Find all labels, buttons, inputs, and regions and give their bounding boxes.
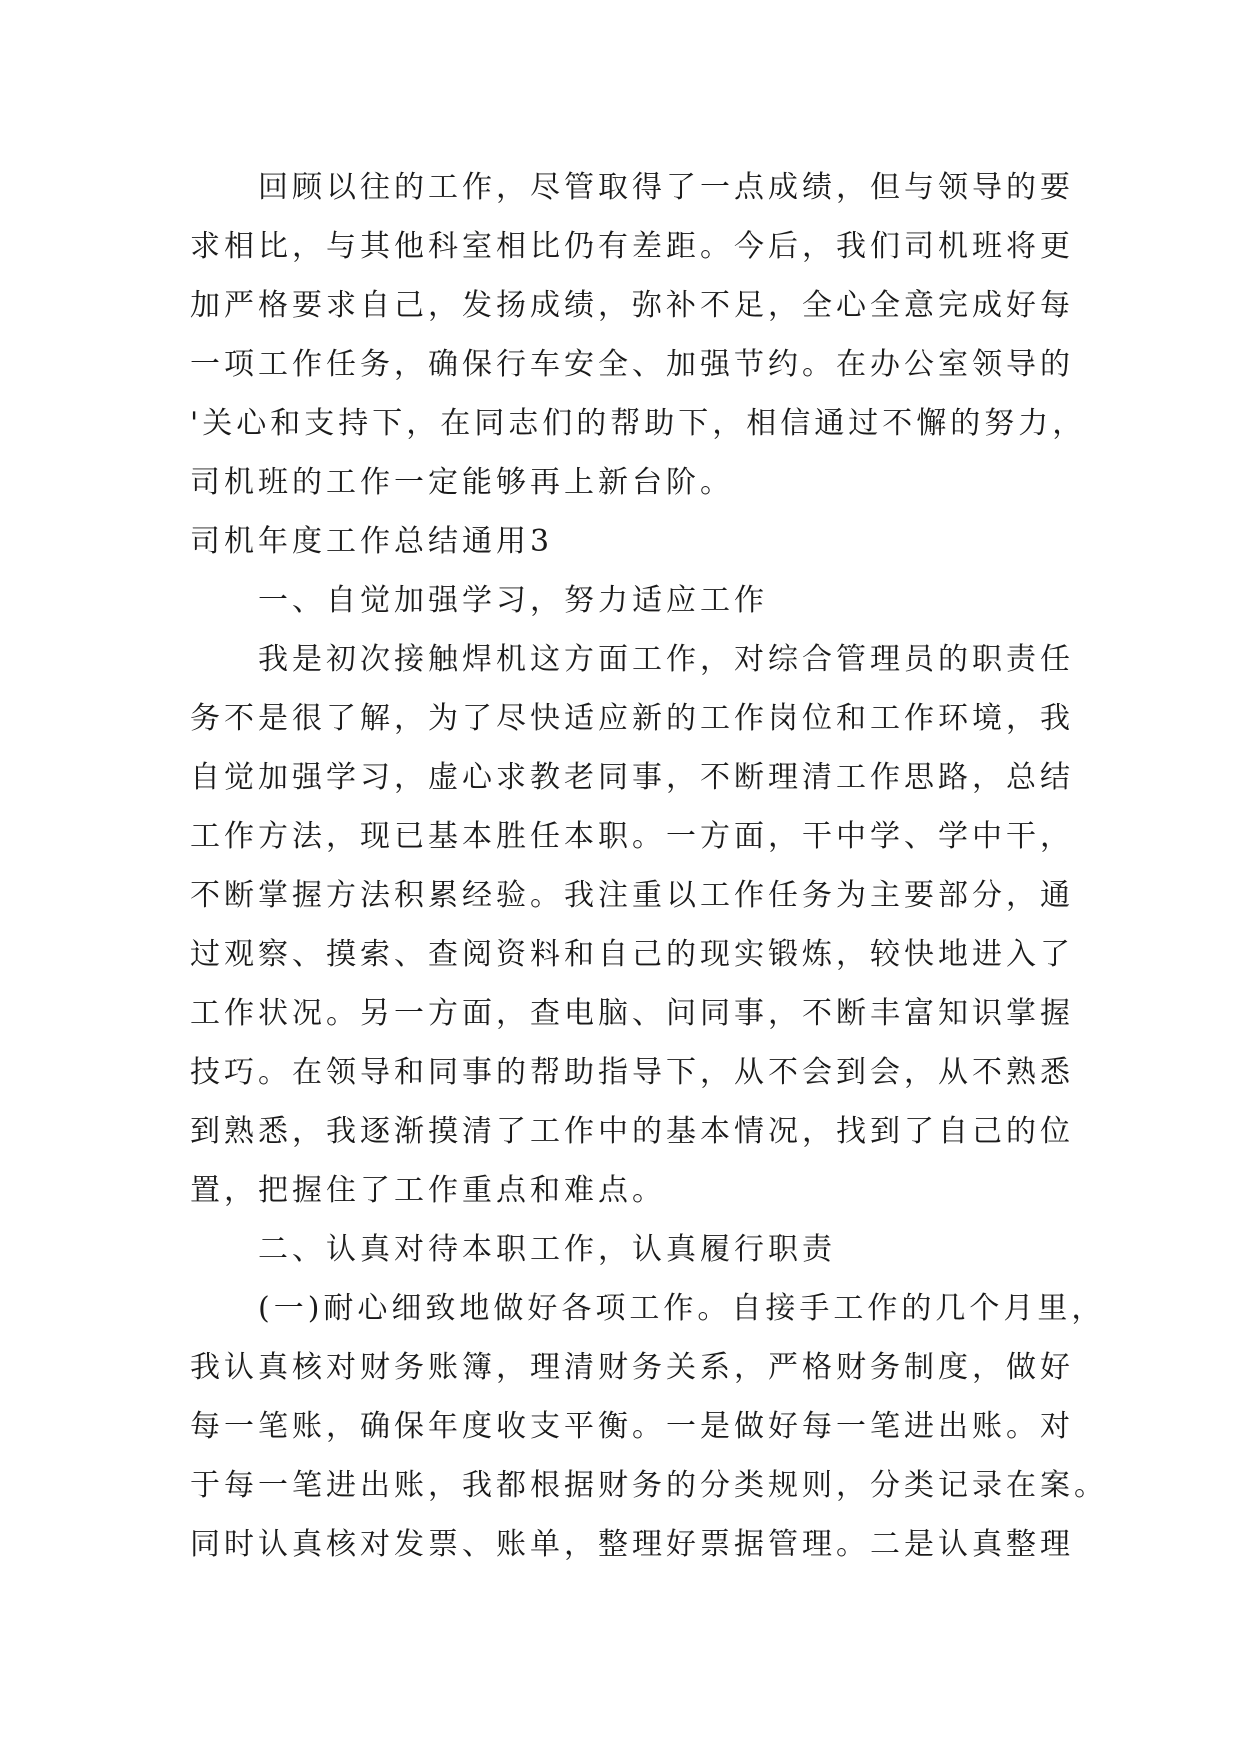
text-line: 不断掌握方法积累经验。我注重以工作任务为主要部分，通 bbox=[190, 878, 1074, 913]
text-line: 工作方法，现已基本胜任本职。一方面，干中学、学中干， bbox=[190, 819, 1074, 854]
text-line: 我认真核对财务账簿，理清财务关系，严格财务制度，做好 bbox=[190, 1350, 1074, 1385]
text-line: 我是初次接触焊机这方面工作，对综合管理员的职责任 bbox=[190, 642, 1074, 677]
text-line: 过观察、摸索、查阅资料和自己的现实锻炼，较快地进入了 bbox=[190, 937, 1074, 972]
text-line: 一项工作任务，确保行车安全、加强节约。在办公室领导的 bbox=[190, 347, 1074, 382]
text-line: 司机班的工作一定能够再上新台阶。 bbox=[190, 465, 734, 500]
text-line: 回顾以往的工作，尽管取得了一点成绩，但与领导的要 bbox=[190, 170, 1074, 205]
text-line: 自觉加强学习，虚心求教老同事，不断理清工作思路，总结 bbox=[190, 760, 1074, 795]
text-line: 每一笔账，确保年度收支平衡。一是做好每一笔进出账。对 bbox=[190, 1409, 1074, 1444]
text-line: 于每一笔进出账，我都根据财务的分类规则，分类记录在案。 bbox=[190, 1468, 1108, 1503]
text-line: 到熟悉，我逐渐摸清了工作中的基本情况，找到了自己的位 bbox=[190, 1114, 1074, 1149]
document-body bbox=[190, 158, 1108, 1574]
text-line: 技巧。在领导和同事的帮助指导下，从不会到会，从不熟悉 bbox=[190, 1055, 1074, 1090]
text-line: 置，把握住了工作重点和难点。 bbox=[190, 1173, 666, 1208]
text-line: '关心和支持下，在同志们的帮助下，相信通过不懈的努力， bbox=[190, 406, 1087, 441]
section-heading: 一、自觉加强学习，努力适应工作 bbox=[190, 583, 768, 618]
text-line: 工作状况。另一方面，查电脑、问同事，不断丰富知识掌握 bbox=[190, 996, 1074, 1031]
text-line: 求相比，与其他科室相比仍有差距。今后，我们司机班将更 bbox=[190, 229, 1074, 264]
section-heading: 二、认真对待本职工作，认真履行职责 bbox=[190, 1232, 836, 1267]
section-title: 司机年度工作总结通用3 bbox=[190, 524, 554, 559]
text-line: 务不是很了解，为了尽快适应新的工作岗位和工作环境，我 bbox=[190, 701, 1074, 736]
text-line: (一)耐心细致地做好各项工作。自接手工作的几个月里， bbox=[190, 1291, 1106, 1326]
text-line: 同时认真核对发票、账单，整理好票据管理。二是认真整理 bbox=[190, 1527, 1074, 1562]
text-line: 加严格要求自己，发扬成绩，弥补不足，全心全意完成好每 bbox=[190, 288, 1074, 323]
